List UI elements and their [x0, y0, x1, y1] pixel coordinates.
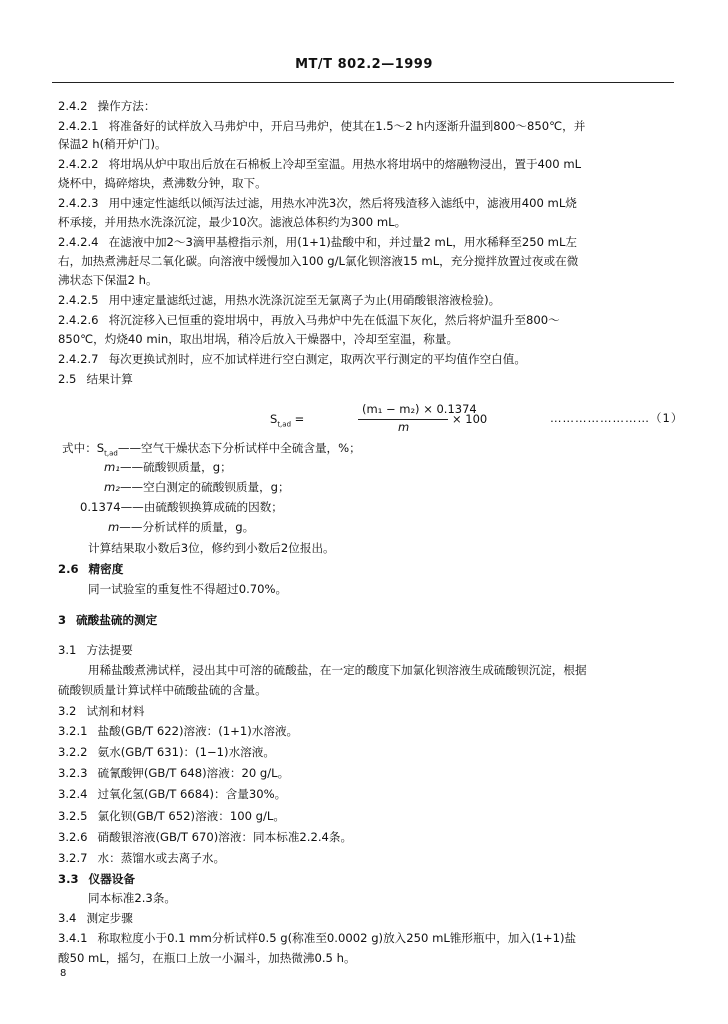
clause-2-4-2-7: 2.4.2.7 每次更换试剂时，应不加试样进行空白测定，取两次平行测定的平均值作空白值。	[58, 352, 526, 366]
clause-2-4-2-1-cont: 保温2 h(稍开炉门)。	[58, 137, 167, 151]
clause-3-4: 3.4 测定步骤	[58, 911, 133, 925]
clause-3-2-5: 3.2.5 氯化钡(GB/T 652)溶液：100 g/L。	[58, 809, 285, 823]
formula-numerator: (m₁ − m₂) × 0.1374	[362, 402, 477, 416]
clause-3-4-1: 3.4.1 称取粒度小于0.1 mm分析试样0.5 g(称准至0.0002 g)放入250 mL锥形瓶中，加入(1+1)盐	[58, 931, 577, 945]
clause-2-6: 2.6 精密度	[58, 562, 124, 576]
clause-2-4-2-3: 2.4.2.3 用中速定性滤纸以倾泻法过滤，用热水冲洗3次，然后将残渣移入滤纸中，滤液用400 mL烧	[58, 196, 577, 210]
standard-number-header: MT/T 802.2—1999	[295, 57, 433, 72]
clause-3-3-text: 同本标准2.3条。	[88, 891, 177, 905]
clause-2-4-2-2: 2.4.2.2 将坩埚从炉中取出后放在石棉板上冷却至室温。用热水将坩埚中的熔融物浸出，置于400 mL	[58, 157, 582, 171]
formula-lhs: $S_{t,ad}$ =	[270, 412, 305, 429]
sulfur-formula	[270, 402, 690, 442]
clause-3-2: 3.2 试剂和材料	[58, 704, 145, 718]
clause-2-4-2-2-cont: 烧杯中，捣碎熔块，煮沸数分钟，取下。	[58, 176, 267, 190]
clause-2-4-2-4-cont: 右，加热煮沸赶尽二氧化碳。向溶液中缓慢加入100 g/L氯化钡溶液15 mL，充分搅拌放置过夜或在微	[58, 254, 579, 268]
clause-3-1-text: 用稀盐酸煮沸试样，浸出其中可溶的硫酸盐，在一定的酸度下加氯化钡溶液生成硫酸钡沉淀，根据	[88, 663, 587, 677]
clause-2-6-text: 同一试验室的重复性不得超过0.70%。	[88, 582, 288, 596]
page-number: 8	[60, 968, 67, 979]
clause-2-4-2-4-cont2: 沸状态下保温2 h。	[58, 273, 158, 287]
clause-3-3: 3.3 仪器设备	[58, 872, 135, 886]
symbol-m2: m₂——空白测定的硫酸钡质量，g；	[104, 480, 290, 494]
symbol-m: m——分析试样的质量，g。	[108, 520, 255, 534]
clause-2-4-2-6-cont: 850℃，灼烧40 min，取出坩埚，稍冷后放入干燥器中，冷却至室温，称量。	[58, 332, 459, 346]
equation-number: ……………………（1）	[550, 411, 684, 425]
clause-3-4-1-cont: 酸50 mL，摇匀，在瓶口上放一小漏斗，加热微沸0.5 h。	[58, 951, 356, 965]
clause-2-4-2-6: 2.4.2.6 将沉淀移入已恒重的瓷坩埚中，再放入马弗炉中先在低温下灰化，然后将炉温升至800～	[58, 313, 560, 327]
formula-denominator: m	[398, 420, 410, 434]
clause-3-2-1: 3.2.1 盐酸(GB/T 622)溶液：(1+1)水溶液。	[58, 724, 299, 738]
symbol-m1: m₁——硫酸钡质量，g；	[104, 460, 232, 474]
clause-2-4-2-3-cont: 杯承接，并用热水洗涤沉淀，最少10次。滤液总体积约为300 mL。	[58, 215, 407, 229]
section-3-title: 3 硫酸盐硫的测定	[58, 613, 158, 627]
symbol-s-tad: 式中：$S_{t,ad}——$空气干燥状态下分析试样中全硫含量，%；	[62, 441, 361, 458]
clause-3-1: 3.1 方法提要	[58, 643, 133, 657]
clause-3-1-cont: 硫酸钡质量计算试样中硫酸盐硫的含量。	[58, 683, 267, 697]
symbol-factor: 0.1374——由硫酸钡换算成硫的因数；	[80, 500, 283, 514]
clause-2-4-2-5: 2.4.2.5 用中速定量滤纸过滤，用热水洗涤沉淀至无氯离子为止(用硝酸银溶液检验)。	[58, 293, 501, 307]
clause-3-2-2: 3.2.2 氨水(GB/T 631)：(1−1)水溶液。	[58, 745, 275, 759]
clause-3-2-3: 3.2.3 硫氰酸钾(GB/T 648)溶液：20 g/L。	[58, 766, 290, 780]
clause-2-4-2: 2.4.2 操作方法：	[58, 99, 156, 113]
formula-tail: × 100	[452, 412, 488, 426]
clause-3-2-7: 3.2.7 水：蒸馏水或去离子水。	[58, 851, 226, 865]
header-rule	[52, 82, 674, 83]
clause-2-4-2-1: 2.4.2.1 将准备好的试样放入马弗炉中，开启马弗炉，使其在1.5～2 h内逐渐升温到800～850℃，并	[58, 119, 586, 133]
rounding-note: 计算结果取小数后3位，修约到小数后2位报出。	[88, 541, 335, 555]
clause-3-2-4: 3.2.4 过氧化氢(GB/T 6684)：含量30%。	[58, 787, 287, 801]
clause-2-4-2-4: 2.4.2.4 在滤液中加2～3滴甲基橙指示剂，用(1+1)盐酸中和，并过量2 mL，用水稀释至250 mL左	[58, 235, 578, 249]
clause-3-2-6: 3.2.6 硝酸银溶液(GB/T 670)溶液：同本标准2.2.4条。	[58, 830, 353, 844]
clause-2-5: 2.5 结果计算	[58, 372, 133, 386]
